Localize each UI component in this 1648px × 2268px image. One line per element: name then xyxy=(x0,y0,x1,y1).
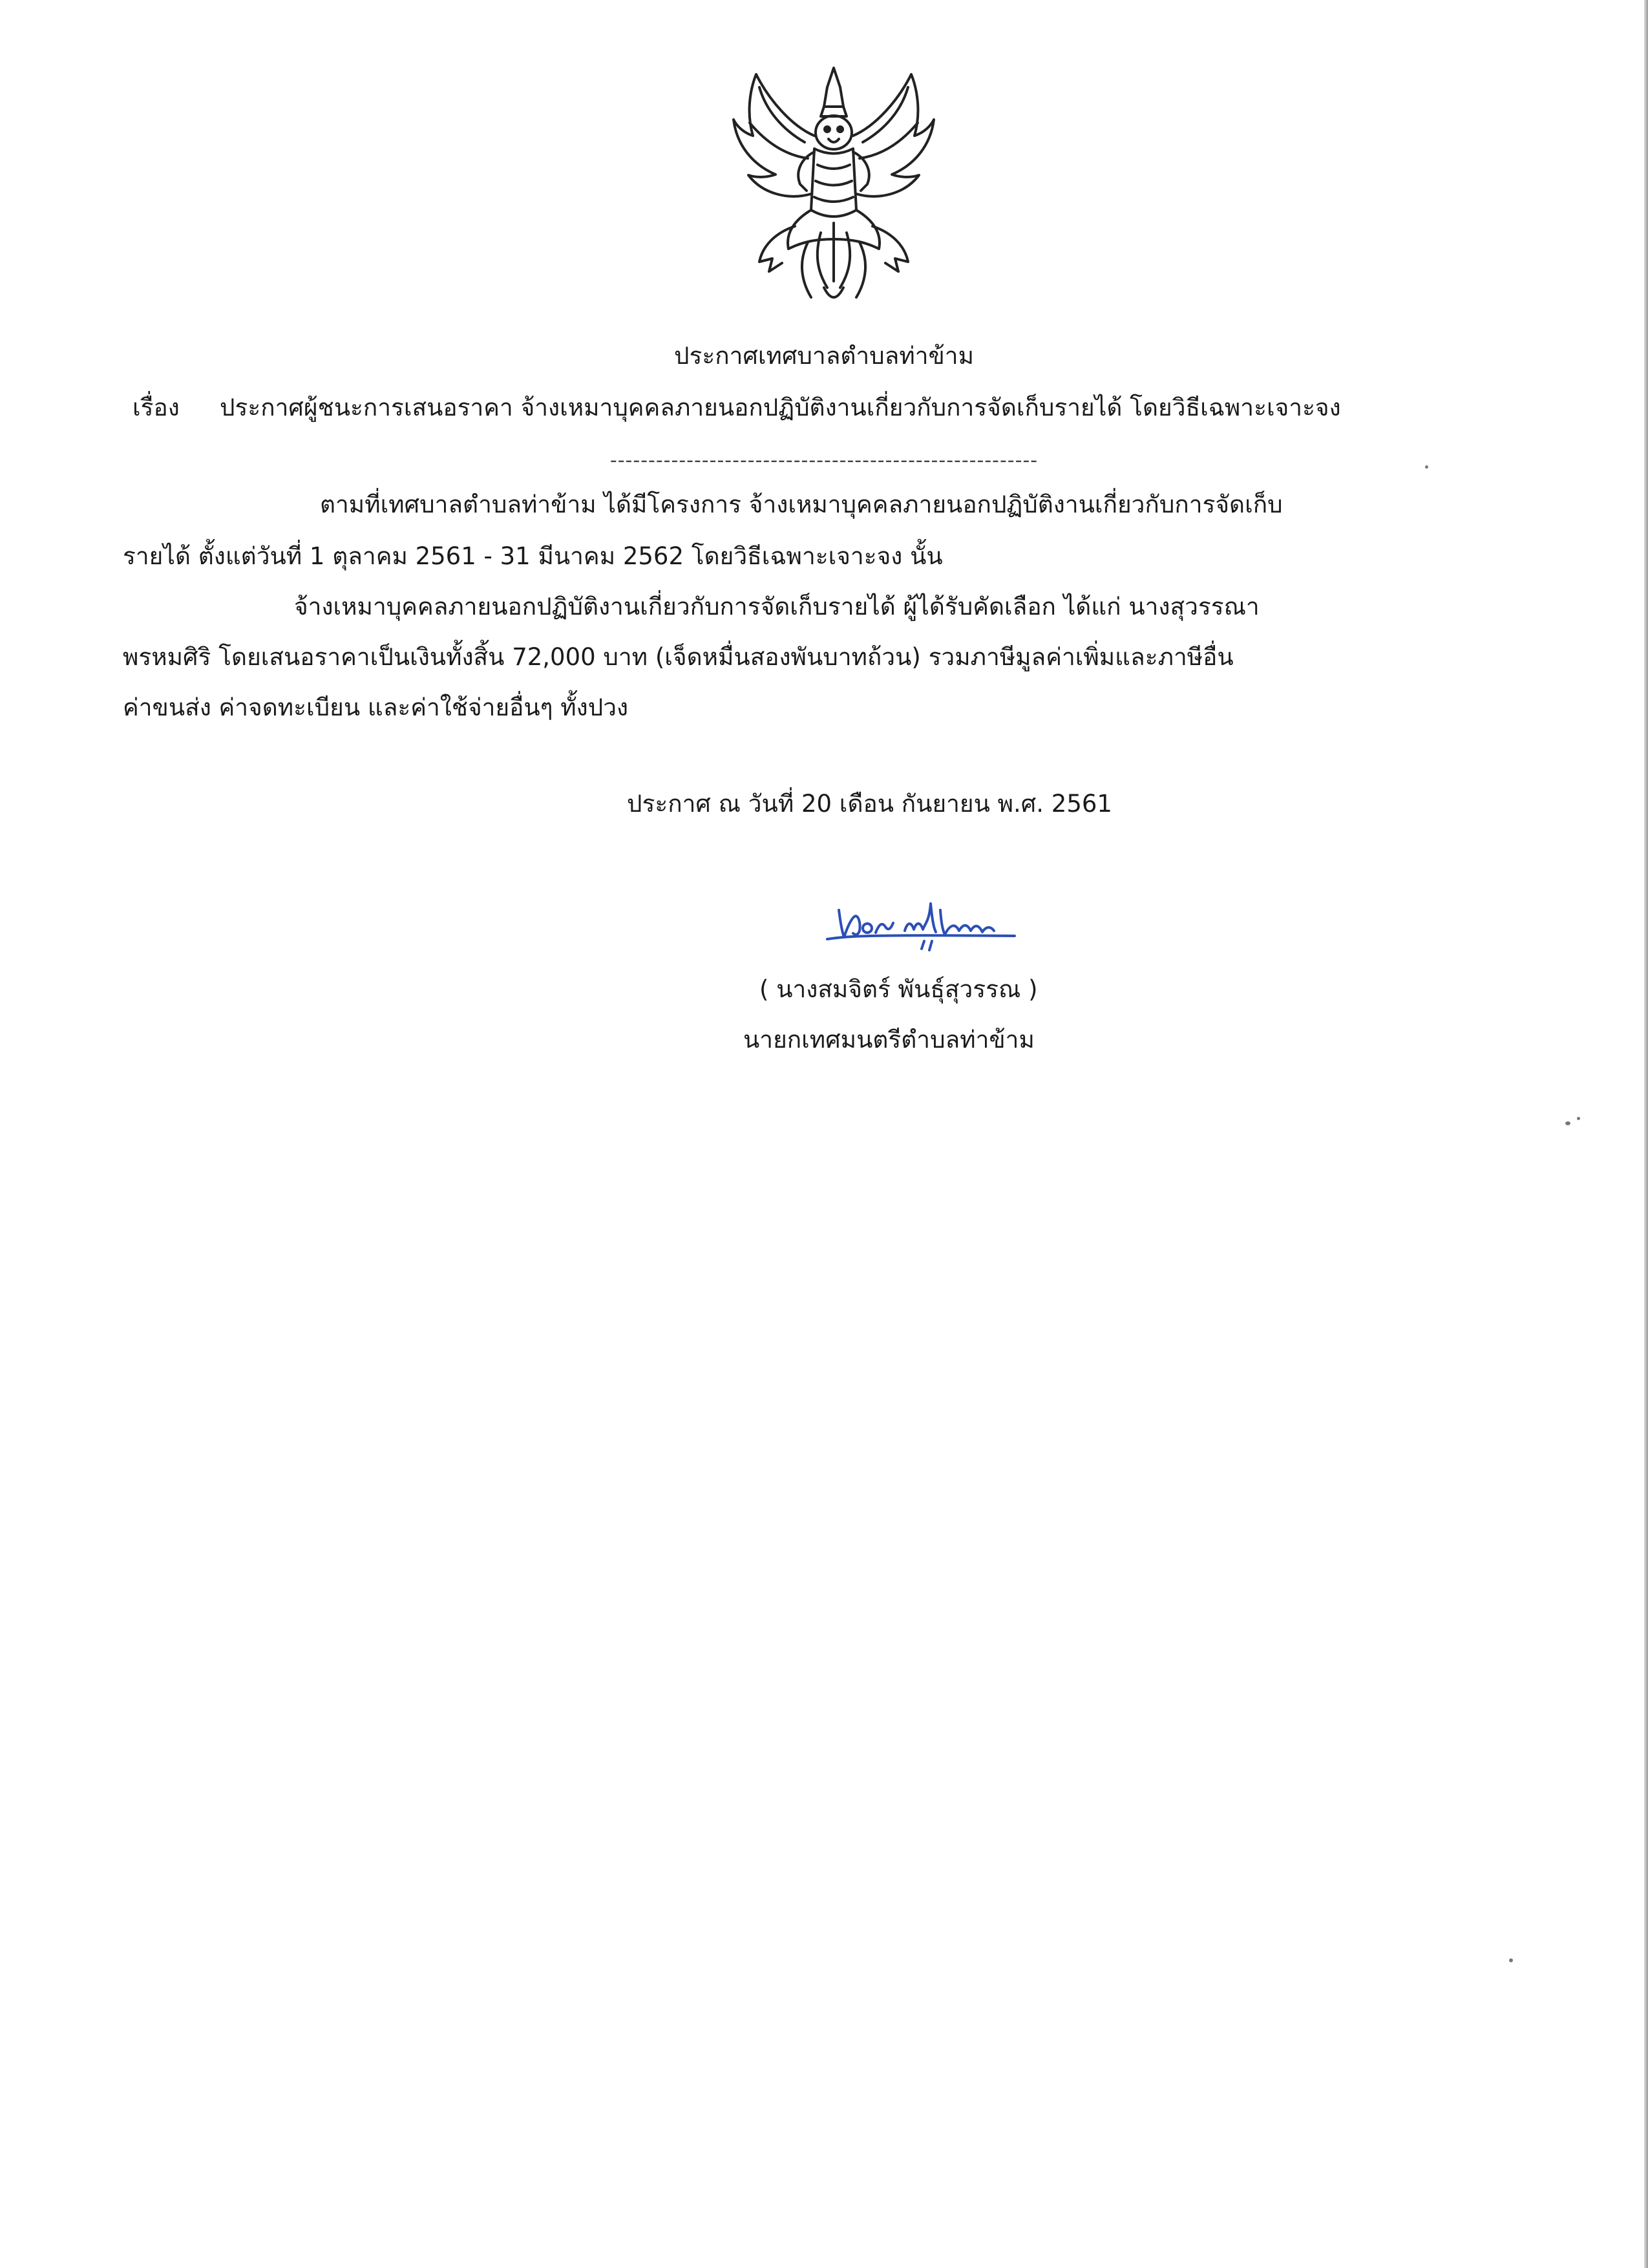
body-line-5: ค่าขนส่ง ค่าจดทะเบียน และค่าใช้จ่ายอื่นๆ ทั้งปวง xyxy=(123,694,629,721)
announcement-title: ประกาศเทศบาลตำบลท่าข้าม xyxy=(674,342,974,370)
body-line-3: จ้างเหมาบุคคลภายนอกปฏิบัติงานเกี่ยวกับการจัดเก็บรายได้ ผู้ได้รับคัดเลือก ได้แก่ นางสุวรรณา xyxy=(294,593,1260,620)
body-line-1: ตามที่เทศบาลตำบลท่าข้าม ได้มีโครงการ จ้างเหมาบุคคลภายนอกปฏิบัติงานเกี่ยวกับการจัดเก็บ xyxy=(320,491,1283,518)
scan-speck xyxy=(1565,1121,1570,1125)
signer-name: ( นางสมจิตร์ พันธุ์สุวรรณ ) xyxy=(759,975,1038,1003)
garuda-emblem-icon xyxy=(730,61,937,313)
subject-label: เรื่อง xyxy=(132,394,180,421)
subject-text: ประกาศผู้ชนะการเสนอราคา จ้างเหมาบุคคลภายนอกปฏิบัติงานเกี่ยวกับการจัดเก็บรายได้ โดยวิธีเฉพาะเจาะจง xyxy=(220,394,1341,421)
announcement-date: ประกาศ ณ วันที่ 20 เดือน กันยายน พ.ศ. 2561 xyxy=(627,790,1112,818)
scan-edge xyxy=(1644,0,1648,2268)
body-line-2: รายได้ ตั้งแต่วันที่ 1 ตุลาคม 2561 - 31 มีนาคม 2562 โดยวิธีเฉพาะเจาะจง นั้น xyxy=(123,542,943,570)
scan-speck xyxy=(1509,1958,1513,1962)
signer-position: นายกเทศมนตรีตำบลท่าข้าม xyxy=(743,1026,1035,1054)
subject-row xyxy=(132,396,1522,419)
scan-speck xyxy=(1425,465,1428,469)
handwritten-signature xyxy=(821,884,1028,955)
separator-line: -------------------------------------------------------- xyxy=(609,449,1039,472)
scan-speck xyxy=(1577,1117,1580,1120)
body-line-4: พรหมศิริ โดยเสนอราคาเป็นเงินทั้งสิ้น 72,000 บาท (เจ็ดหมื่นสองพันบาทถ้วน) รวมภาษีมูลค่าเพิ่มและภาษีอื่น xyxy=(123,643,1234,671)
